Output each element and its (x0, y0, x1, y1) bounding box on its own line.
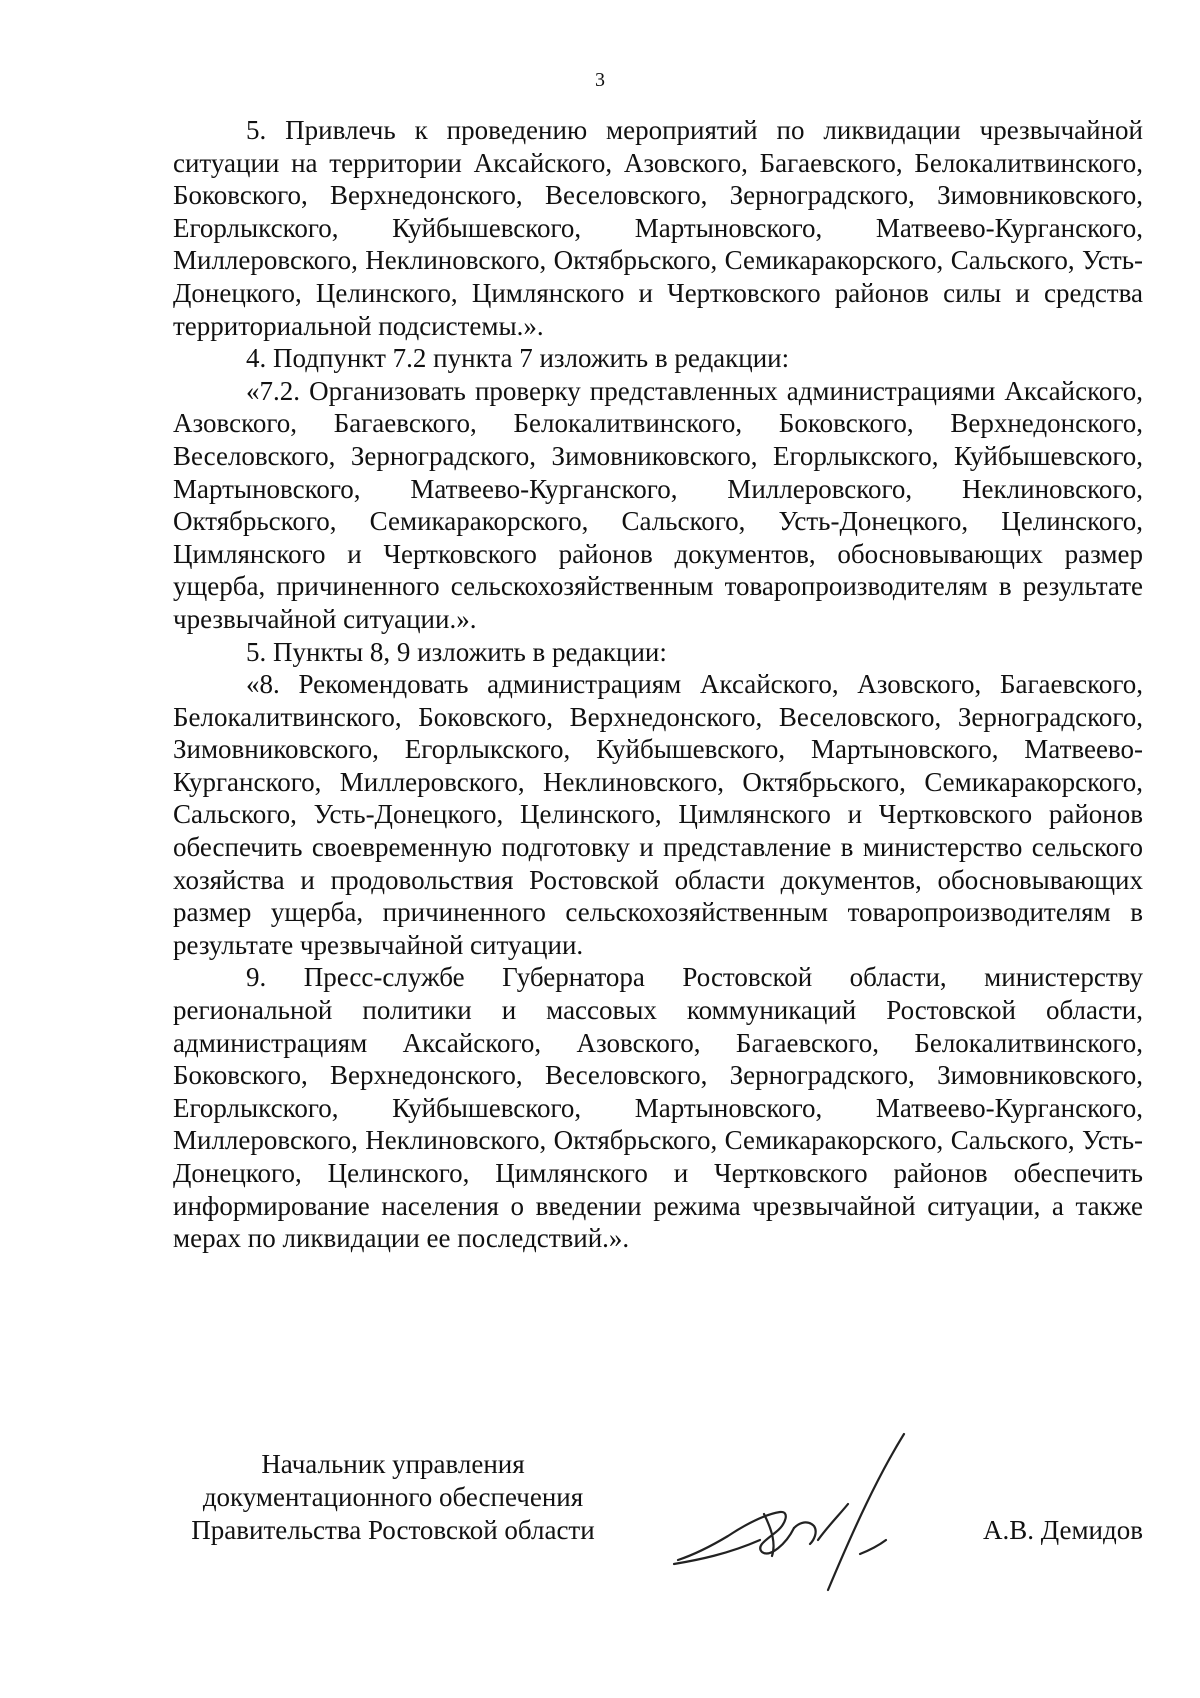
signer-name: А.В. Демидов (982, 1515, 1143, 1545)
document-body (173, 114, 1143, 1255)
paragraph-item-5-continued: 5. Привлечь к проведению мероприятий по ликвидации чрезвычайной ситуации на территории Аксайского, Азовского, Багаевского, Белокалитвинского, Боковского, Верхнедонского, Веселовского, Зерноградского, Зимовниковского, Егорлыкского, Куйбышевского, Мартыновского, Матвеево-Курганского, Миллеровского, Неклиновского, Октябрьского, Семикаракорского, Сальского, Усть-Донецкого, Целинского, Цимлянского и Чертковского районов силы и средства территориальной подсистемы.». (173, 115, 1143, 341)
paragraph-subitem-7-2: «7.2. Организовать проверку представленных администрациями Аксайского, Азовского, Багаевского, Белокалитвинского, Боковского, Верхнедонского, Веселовского, Зерноградского, Зимовниковского, Егорлыкского, Куйбышевского, Мартыновского, Матвеево-Курганского, Миллеровского, Неклиновского, Октябрьского, Семикаракорского, Сальского, Усть-Донецкого, Целинского, Цимлянского и Чертковского районов документов, обосновывающих размер ущерба, причиненного сельскохозяйственным товаропроизводителям в результате чрезвычайной ситуации.». (173, 375, 1143, 634)
paragraph-item-8: «8. Рекомендовать администрациям Аксайского, Азовского, Багаевского, Белокалитвинского, Боковского, Верхнедонского, Веселовского, Зерноградского, Зимовниковского, Егорлыкского, Куйбышевского, Мартыновского, Матвеево-Курганского, Миллеровского, Неклиновского, Октябрьского, Семикаракорского, Сальского, Усть-Донецкого, Целинского, Цимлянского и Чертковского районов обеспечить своевременную подготовку и представление в министерство сельского хозяйства и продовольствия Ростовской области документов, обосновывающих размер ущерба, причиненного сельскохозяйственным товаропроизводителям в результате чрезвычайной ситуации. (173, 669, 1143, 960)
signer-position-line: Правительства Ростовской области (191, 1515, 595, 1545)
signature-block (173, 1448, 1143, 1678)
handwritten-signature (668, 1428, 938, 1603)
paragraph-amendment-5: 5. Пункты 8, 9 изложить в редакции: (246, 636, 667, 667)
page-number: 3 (595, 69, 605, 91)
signer-position-line: документационного обеспечения (202, 1482, 584, 1512)
signer-position (173, 1448, 613, 1547)
signer-position-line: Начальник управления (261, 1449, 525, 1479)
paragraph-amendment-4: 4. Подпункт 7.2 пункта 7 изложить в редакции: (246, 343, 790, 374)
paragraph-item-9: 9. Пресс-службе Губернатора Ростовской области, министерству региональной политики и массовых коммуникаций Ростовской области, администрациям Аксайского, Азовского, Багаевского, Белокалитвинского, Боковского, Верхнедонского, Веселовского, Зерноградского, Зимовниковского, Егорлыкского, Куйбышевского, Мартыновского, Матвеево-Курганского, Миллеровского, Неклиновского, Октябрьского, Семикаракорского, Сальского, Усть-Донецкого, Целинского, Цимлянского и Чертковского районов обеспечить информирование населения о введении режима чрезвычайной ситуации, а также мерах по ликвидации ее последствий.». (173, 962, 1143, 1254)
